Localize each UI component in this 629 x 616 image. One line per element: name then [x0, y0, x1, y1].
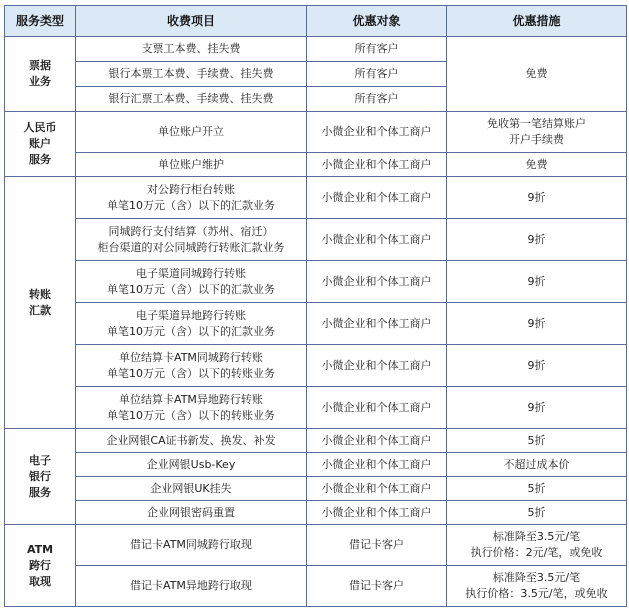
category-ebank: 电子 银行 服务 [5, 429, 76, 525]
target-customer: 所有客户 [307, 37, 447, 62]
discount-measure: 5折 [447, 429, 627, 453]
fee-item: 支票工本费、挂失费 [76, 37, 307, 62]
table-row [5, 387, 627, 429]
header-target: 优惠对象 [307, 6, 447, 37]
target-customer: 借记卡客户 [307, 566, 447, 607]
table-row [5, 566, 627, 607]
fee-item: 企业网银Usb-Key [76, 453, 307, 477]
fee-item: 借记卡ATM异地跨行取现 [76, 566, 307, 607]
table-row [5, 177, 627, 219]
target-customer: 小微企业和个体工商户 [307, 261, 447, 303]
discount-measure: 9折 [447, 261, 627, 303]
fee-item: 电子渠道异地跨行转账 单笔10万元（含）以下的汇款业务 [76, 303, 307, 345]
table-row [5, 429, 627, 453]
fee-item: 银行汇票工本费、手续费、挂失费 [76, 87, 307, 112]
target-customer: 小微企业和个体工商户 [307, 219, 447, 261]
table-row [5, 112, 627, 153]
discount-measure: 免费 [447, 37, 627, 112]
discount-measure: 标准降至3.5元/笔 执行价格：2元/笔，或免收 [447, 525, 627, 566]
table-row [5, 219, 627, 261]
fee-item: 银行本票工本费、手续费、挂失费 [76, 62, 307, 87]
discount-measure: 5折 [447, 501, 627, 525]
discount-measure: 5折 [447, 477, 627, 501]
discount-measure: 免费 [447, 153, 627, 177]
fee-item: 同城跨行支付结算（苏州、宿迁） 柜台渠道的对公同城跨行转账汇款业务 [76, 219, 307, 261]
header-service-type: 服务类型 [5, 6, 76, 37]
fee-discount-table [4, 5, 627, 607]
table-header-row [5, 6, 627, 37]
fee-item: 企业网银CA证书新发、换发、补发 [76, 429, 307, 453]
table-row [5, 345, 627, 387]
target-customer: 小微企业和个体工商户 [307, 112, 447, 153]
target-customer: 小微企业和个体工商户 [307, 345, 447, 387]
target-customer: 借记卡客户 [307, 525, 447, 566]
header-fee-item: 收费项目 [76, 6, 307, 37]
table-row [5, 261, 627, 303]
table-row [5, 477, 627, 501]
target-customer: 小微企业和个体工商户 [307, 153, 447, 177]
category-transfer: 转账 汇款 [5, 177, 76, 429]
discount-measure: 9折 [447, 387, 627, 429]
discount-measure: 9折 [447, 219, 627, 261]
category-rmb-account: 人民币 账户 服务 [5, 112, 76, 177]
fee-item: 企业网银UK挂失 [76, 477, 307, 501]
discount-measure: 9折 [447, 177, 627, 219]
target-customer: 小微企业和个体工商户 [307, 501, 447, 525]
target-customer: 小微企业和个体工商户 [307, 453, 447, 477]
table-row [5, 37, 627, 62]
discount-measure: 9折 [447, 345, 627, 387]
target-customer: 所有客户 [307, 62, 447, 87]
category-atm: ATM 跨行 取现 [5, 525, 76, 607]
category-bill: 票据 业务 [5, 37, 76, 112]
fee-item: 单位账户维护 [76, 153, 307, 177]
fee-item: 电子渠道同城跨行转账 单笔10万元（含）以下的汇款业务 [76, 261, 307, 303]
target-customer: 小微企业和个体工商户 [307, 477, 447, 501]
header-measure: 优惠措施 [447, 6, 627, 37]
fee-item: 单位账户开立 [76, 112, 307, 153]
target-customer: 小微企业和个体工商户 [307, 387, 447, 429]
table-row [5, 501, 627, 525]
target-customer: 小微企业和个体工商户 [307, 177, 447, 219]
fee-item: 对公跨行柜台转账 单笔10万元（含）以下的汇款业务 [76, 177, 307, 219]
target-customer: 所有客户 [307, 87, 447, 112]
table-row [5, 525, 627, 566]
discount-measure: 免收第一笔结算账户 开户手续费 [447, 112, 627, 153]
target-customer: 小微企业和个体工商户 [307, 429, 447, 453]
discount-measure: 标准降至3.5元/笔 执行价格：3.5元/笔，或免收 [447, 566, 627, 607]
table-row [5, 153, 627, 177]
fee-item: 单位结算卡ATM同城跨行转账 单笔10万元（含）以下的转账业务 [76, 345, 307, 387]
discount-measure: 不超过成本价 [447, 453, 627, 477]
table-row [5, 453, 627, 477]
target-customer: 小微企业和个体工商户 [307, 303, 447, 345]
table-row [5, 303, 627, 345]
fee-item: 单位结算卡ATM异地跨行转账 单笔10万元（含）以下的转账业务 [76, 387, 307, 429]
discount-measure: 9折 [447, 303, 627, 345]
fee-item: 借记卡ATM同城跨行取现 [76, 525, 307, 566]
fee-item: 企业网银密码重置 [76, 501, 307, 525]
